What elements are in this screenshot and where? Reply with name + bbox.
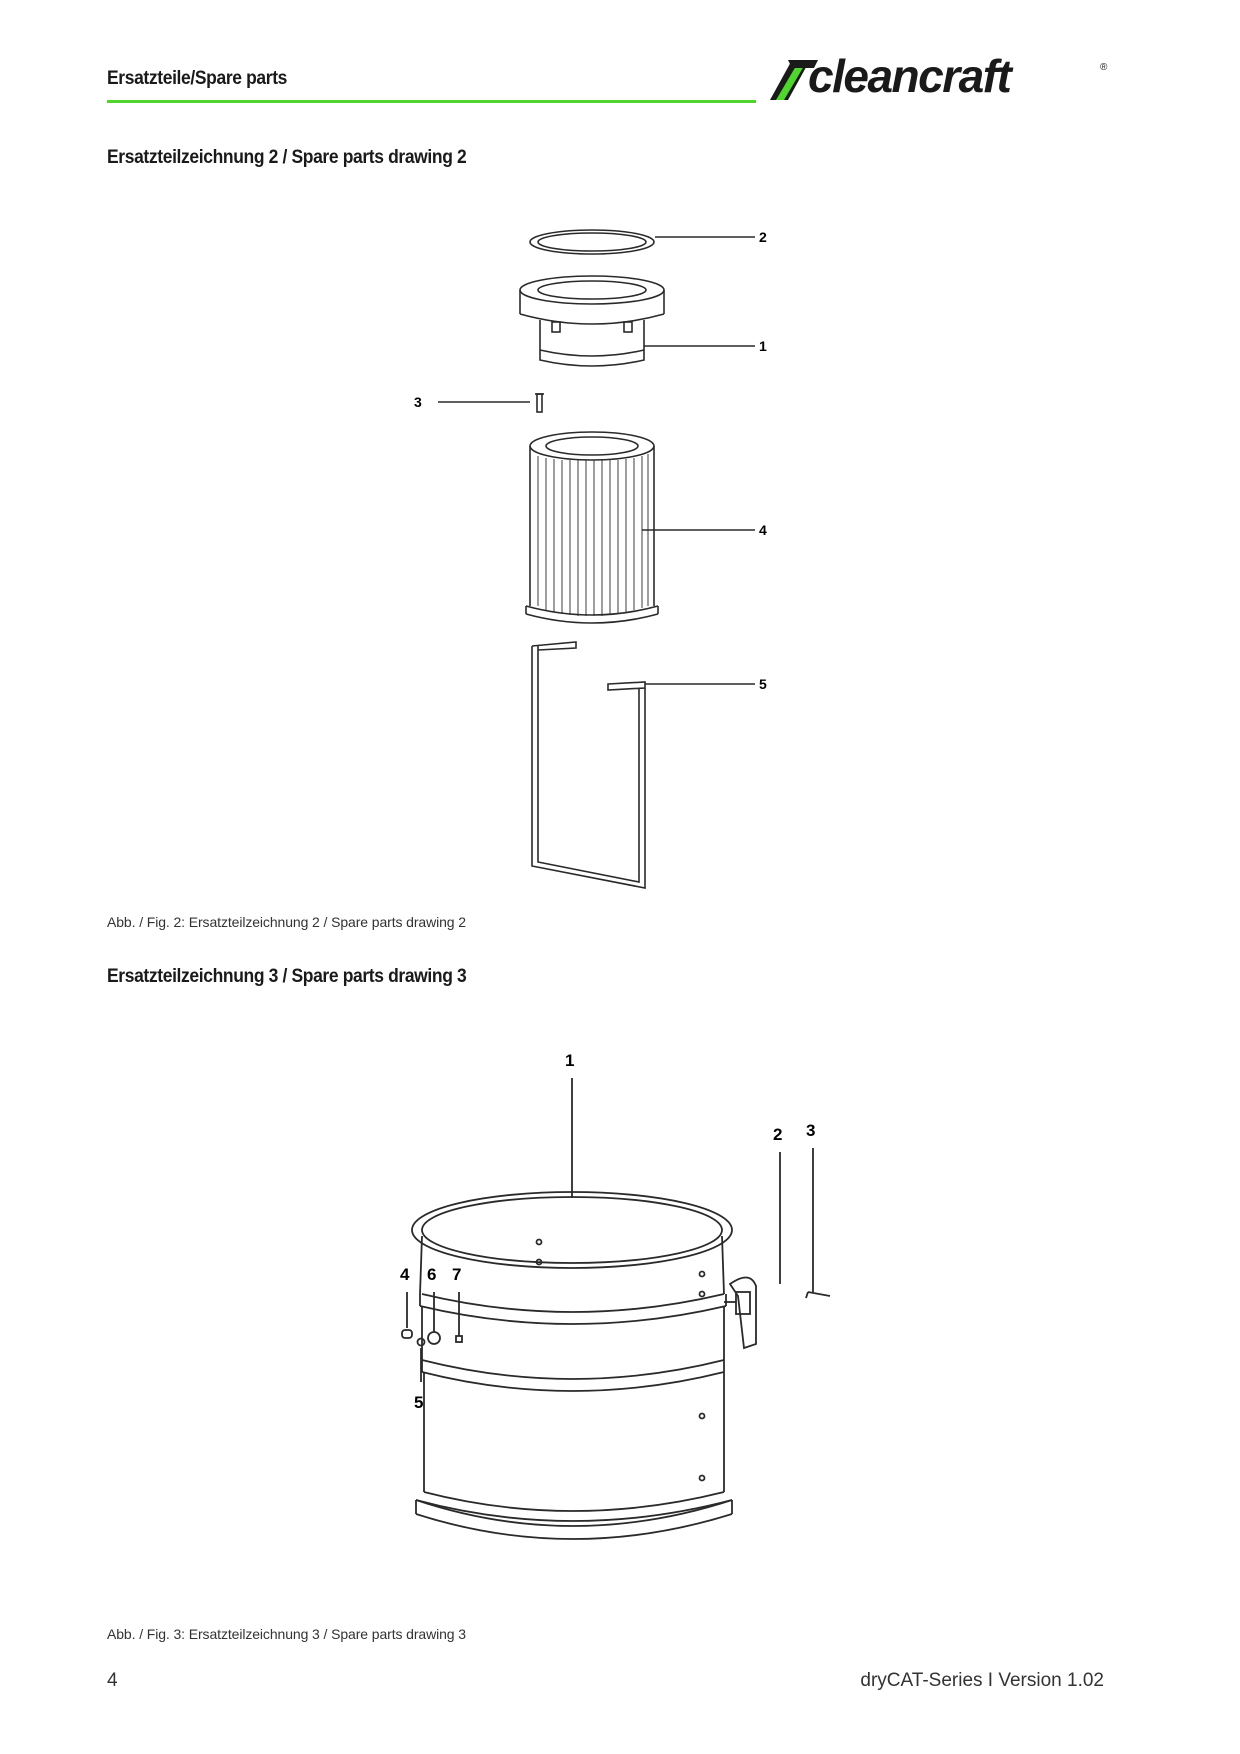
drawing3-title: Ersatzteilzeichnung 3 / Spare parts drawing 3 xyxy=(107,966,467,987)
callout-5: 5 xyxy=(759,676,767,692)
footer-series-version: dryCAT-Series I Version 1.02 xyxy=(860,1670,1104,1691)
callout-5: 5 xyxy=(414,1393,424,1412)
callout-4: 4 xyxy=(759,522,767,538)
callout-2: 2 xyxy=(773,1125,783,1144)
drawing2-title: Ersatzteilzeichnung 2 / Spare parts drawing 2 xyxy=(107,147,467,168)
header-title: Ersatzteile/Spare parts xyxy=(107,68,288,89)
callout-6: 6 xyxy=(427,1265,437,1284)
drawing2-labels xyxy=(380,210,800,910)
callout-2: 2 xyxy=(759,229,767,245)
callout-7: 7 xyxy=(452,1265,462,1284)
page-number: 4 xyxy=(107,1670,118,1691)
drawing2-caption: Abb. / Fig. 2: Ersatzteilzeichnung 2 / Spare parts drawing 2 xyxy=(107,914,466,930)
callout-3: 3 xyxy=(806,1121,816,1140)
drawing3-caption: Abb. / Fig. 3: Ersatzteilzeichnung 3 / Spare parts drawing 3 xyxy=(107,1626,466,1642)
callout-4: 4 xyxy=(400,1265,410,1284)
callout-1: 1 xyxy=(759,338,767,354)
header-rule xyxy=(107,100,756,103)
drawing3-labels xyxy=(360,1030,880,1590)
callout-3: 3 xyxy=(414,394,422,410)
logo-wordmark: cleancraft xyxy=(808,50,1011,102)
callout-1: 1 xyxy=(565,1051,575,1070)
logo-registered-mark: ® xyxy=(1100,62,1108,73)
